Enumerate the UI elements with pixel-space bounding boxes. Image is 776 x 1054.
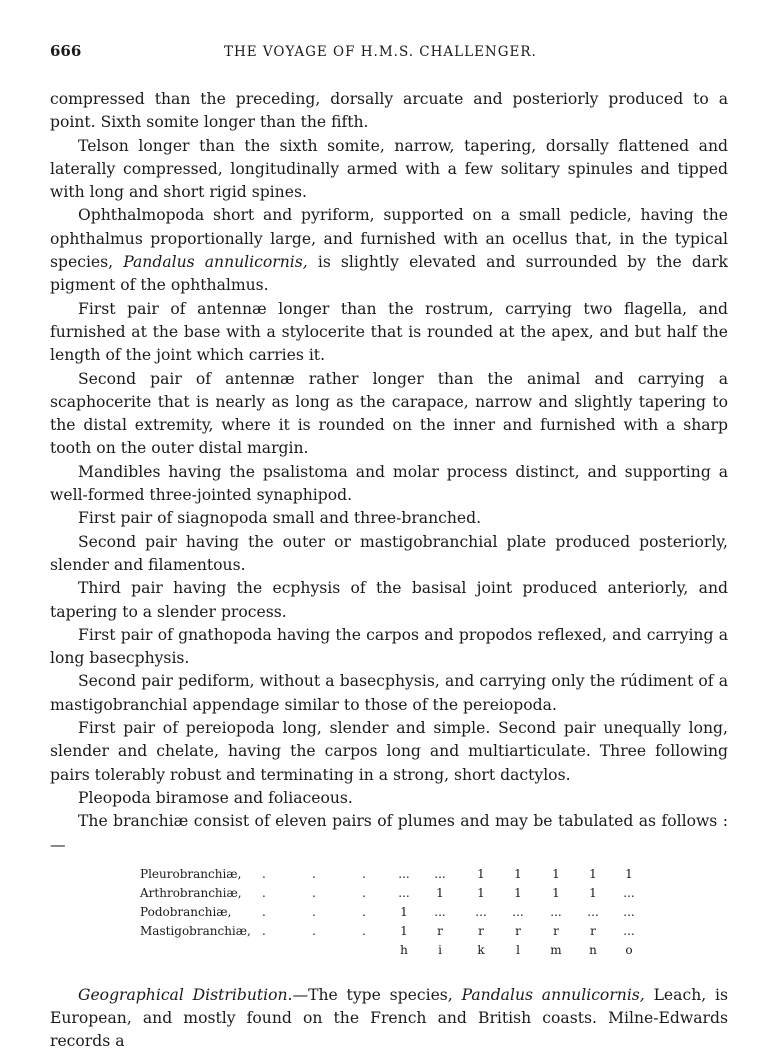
table-row <box>140 867 728 886</box>
table-cell: ... <box>398 885 410 900</box>
paragraph-sixth-somite: compressed than the preceding, dorsally arcuate and posteriorly produced to a point. Sixth somite longer than the fifth. <box>50 90 728 132</box>
ophthalmopoda-text-start: Ophthalmopoda short and pyriform, supported on a small pedicle, having the ophthalmus proportionally large, and furnished with an ocellus that, in the typical species, <box>50 206 728 272</box>
column-letter: m <box>550 942 562 957</box>
paragraph-branchiae: The branchiæ consist of eleven pairs of plumes and may be tabulated as follows :— <box>50 812 728 854</box>
page <box>50 38 728 1054</box>
leader-dot: . <box>362 885 366 900</box>
table-cell: 1 <box>477 866 485 881</box>
table-cell: r <box>478 923 484 938</box>
table-cell: 1 <box>589 885 597 900</box>
table-cell: ... <box>398 866 410 881</box>
table-cell: ... <box>512 904 524 919</box>
paragraph-first-siagnopoda: First pair of siagnopoda small and three-branched. <box>78 509 482 528</box>
leader-dot: . <box>312 866 316 881</box>
table-cell: 1 <box>436 885 444 900</box>
table-cell: 1 <box>400 923 408 938</box>
leader-dot: . <box>362 904 366 919</box>
geo-text-end: Leach, is European, and mostly found on the French and British coasts. Milne-Edwards records a <box>50 985 728 1051</box>
page-header <box>50 38 728 66</box>
table-row <box>140 924 728 943</box>
table-cell: ... <box>623 923 635 938</box>
row-label: Podobranchiæ, <box>140 904 232 919</box>
leader-dot: . <box>262 923 266 938</box>
table-cell: ... <box>550 904 562 919</box>
table-cell: r <box>515 923 521 938</box>
paragraph-pleopoda: Pleopoda biramose and foliaceous. <box>78 788 353 807</box>
leader-dot: . <box>362 866 366 881</box>
page-number: 666 <box>50 42 82 60</box>
ophthalmopoda-text-end: is slightly elevated and surrounded by the dark pigment of the ophthalmus. <box>50 253 729 295</box>
table-cell: ... <box>434 866 446 881</box>
table-cell: r <box>553 923 559 938</box>
row-label: Pleurobranchiæ, <box>140 866 242 881</box>
species-name: Pandalus annulicornis, <box>123 253 308 272</box>
paragraph-second-antennae: Second pair of antennæ rather longer than the animal and carrying a scaphocerite that is nearly as long as the carapace, narrow and slightly tapering to the distal extremity, where it is rounded on the inner and furnished with a sharp tooth on the outer distal margin. <box>50 369 728 458</box>
leader-dot: . <box>362 923 366 938</box>
table-cell: ... <box>623 904 635 919</box>
paragraph-pereiopoda: First pair of pereiopoda long, slender and simple. Second pair unequally long, slender and chelate, having the carpos long and multiarticulate. Three following pairs tolerably robust and terminating in a strong, short dactylos. <box>50 719 728 784</box>
leader-dot: . <box>262 885 266 900</box>
column-letter: h <box>400 942 408 957</box>
leader-dot: . <box>262 866 266 881</box>
paragraph-telson: Telson longer than the sixth somite, narrow, tapering, dorsally flattened and laterally compressed, longitudinally armed with a few solitary spinules and tipped with long and short rigid spines. <box>50 136 728 202</box>
paragraph-third-siagnopoda: Third pair having the ecphysis of the basisal joint produced anteriorly, and tapering to a slender process. <box>50 579 728 621</box>
table-cell: 1 <box>477 885 485 900</box>
column-letter: l <box>516 942 520 957</box>
table-cell: ... <box>434 904 446 919</box>
leader-dot: . <box>312 904 316 919</box>
row-label: Arthrobranchiæ, <box>140 885 242 900</box>
geo-text-start: —The type species, <box>292 985 462 1004</box>
table-cell: 1 <box>514 866 522 881</box>
table-row <box>140 886 728 905</box>
table-cell: ... <box>475 904 487 919</box>
table-cell: 1 <box>552 885 560 900</box>
section-heading: Geographical Distribution. <box>78 985 293 1004</box>
branchial-table <box>140 867 728 962</box>
geographical-distribution-section <box>50 984 728 1054</box>
table-cell: 1 <box>625 866 633 881</box>
leader-dot: . <box>312 885 316 900</box>
table-cell: r <box>590 923 596 938</box>
table-cell: 1 <box>514 885 522 900</box>
running-title: THE VOYAGE OF H.M.S. CHALLENGER. <box>224 44 537 60</box>
paragraph-first-gnathopoda: First pair of gnathopoda having the carpos and propodos reflexed, and carrying a long basecphysis. <box>50 625 728 668</box>
paragraph-second-siagnopoda: Second pair having the outer or mastigobranchial plate produced posteriorly, slender and filamentous. <box>50 532 728 574</box>
table-cell: r <box>437 923 443 938</box>
paragraph-ophthalmopoda <box>50 204 728 297</box>
table-cell: ... <box>623 885 635 900</box>
leader-dot: . <box>312 923 316 938</box>
table-row <box>140 905 728 924</box>
column-letters-row <box>140 943 728 962</box>
table-cell: 1 <box>552 866 560 881</box>
paragraph-mandibles: Mandibles having the psalistoma and molar process distinct, and supporting a well-formed three-jointed synaphipod. <box>50 462 728 505</box>
row-label: Mastigobranchiæ, <box>140 923 251 938</box>
table-cell: 1 <box>400 904 408 919</box>
leader-dot: . <box>262 904 266 919</box>
table-cell: 1 <box>589 866 597 881</box>
paragraph-geographical-distribution <box>50 984 728 1054</box>
table-cell: ... <box>587 904 599 919</box>
paragraph-first-antennae: First pair of antennæ longer than the rostrum, carrying two flagella, and furnished at the base with a stylocerite that is rounded at the apex, and but half the length of the joint which carries it. <box>50 299 728 365</box>
paragraph-second-gnathopoda: Second pair pediform, without a basecphysis, and carrying only the rúdiment of a mastigobranchial appendage similar to those of the pereiopoda. <box>50 672 728 714</box>
column-letter: i <box>438 942 442 957</box>
column-letter: n <box>589 942 597 957</box>
species-name: Pandalus annulicornis, <box>461 985 645 1004</box>
column-letter: k <box>477 942 485 957</box>
column-letter: o <box>625 942 633 957</box>
body-text <box>50 88 728 857</box>
